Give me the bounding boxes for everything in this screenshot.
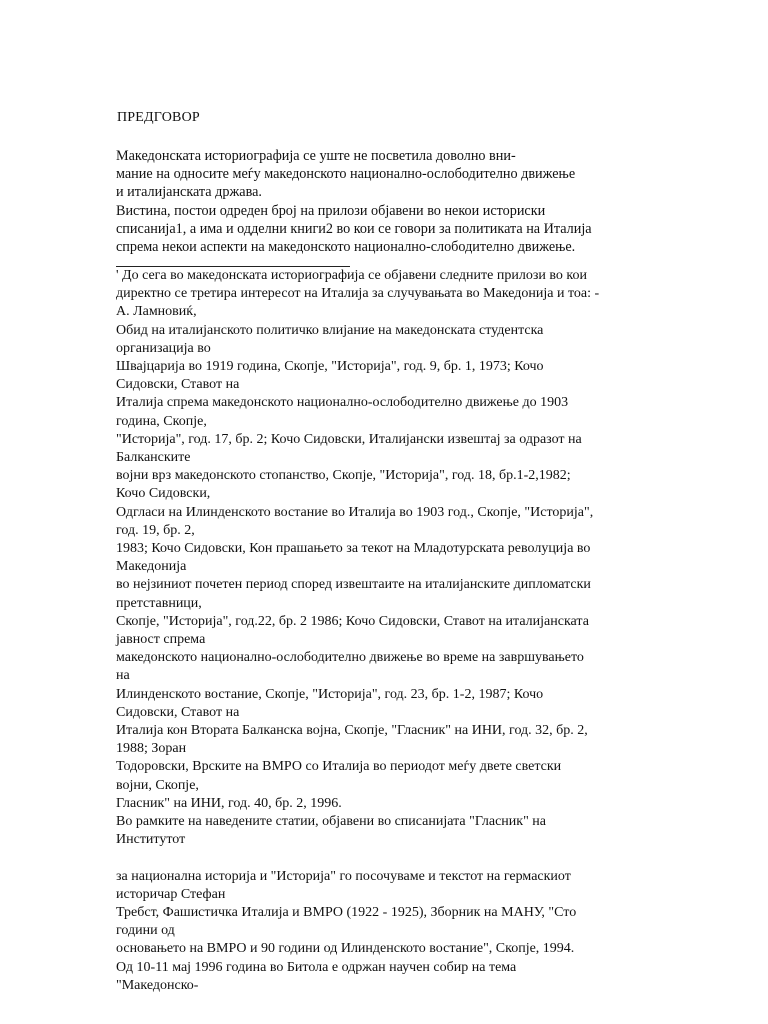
- footnote-line: Тодоровски, Врските на ВМРО со Италија во периодот меѓу двете светски: [116, 759, 562, 775]
- footnote-line: "Историја", год. 17, бр. 2; Кочо Сидовски, Италијански извештај за одразот на: [116, 431, 582, 447]
- body-line: спрема некои аспекти на македонското национално-слободително движење.: [116, 239, 576, 256]
- footnote-blank-line: [116, 850, 656, 868]
- footnote-line: Швајцарија во 1919 година, Скопје, "Историја", год. 9, бр. 1, 1973; Кочо: [116, 359, 544, 375]
- footnote-line: Италија спрема македонското национално-ослободително движење до 1903: [116, 395, 569, 411]
- body-line: Вистина, постои одреден број на прилози објавени во некои историски: [116, 202, 546, 219]
- body-line: списанија1, а има и одделни книги2 во кои се говори за политиката на Италија: [116, 220, 592, 237]
- body-line: и италијанската држава.: [116, 184, 262, 201]
- footnote-line: Од 10-11 мај 1996 година во Битола е одржан научен собир на тема: [116, 959, 517, 975]
- footnote-line: Во рамките на наведените статии, објавени во списанијата "Гласник" на: [116, 814, 546, 830]
- footnote-line: 1988; Зоран: [116, 741, 187, 757]
- footnote-line: Обид на италијанското политичко влијание на македонската студентска: [116, 322, 544, 338]
- footnote-line: на: [116, 668, 130, 684]
- footnote-line: војни врз македонското стопанство, Скопје, "Историја", год. 18, бр.1-2,1982;: [116, 468, 571, 484]
- footnote-line: основањето на ВМРО и 90 години од Илинденското востание", Скопје, 1994.: [116, 941, 575, 957]
- footnote-line: Италија кон Втората Балканска војна, Скопје, "Гласник" на ИНИ, год. 32, бр. 2,: [116, 723, 588, 739]
- footnote-line: Балканските: [116, 450, 191, 466]
- footnote-line: македонското национално-ослободително движење во време на завршувањето: [116, 650, 584, 666]
- footnote-line: "Македонско-: [116, 977, 199, 993]
- footnote-line: војни, Скопје,: [116, 777, 199, 793]
- footnote-line: Гласник" на ИНИ, год. 40, бр. 2, 1996.: [116, 795, 342, 811]
- footnote-line: Сидовски, Ставот на: [116, 377, 240, 393]
- document-title: ПРЕДГОВОР: [117, 110, 200, 125]
- footnote-line: Сидовски, Ставот на: [116, 704, 240, 720]
- footnote-line: Скопје, "Историја", год.22, бр. 2 1986; Кочо Сидовски, Ставот на италијанската: [116, 613, 589, 629]
- footnote-line: јавност спрема: [116, 632, 206, 648]
- footnote-line: во нејзиниот почетен период според извештаите на италијанските дипломатски: [116, 577, 591, 593]
- footnote-line: Институтот: [116, 832, 186, 848]
- body-line: мание на односите меѓу македонското национално-ослободително движење: [116, 166, 576, 183]
- footnote-line: ' До сега во македонската историографија се објавени следните прилози во кои: [116, 268, 587, 283]
- footnote-line: Кочо Сидовски,: [116, 486, 211, 502]
- footnote-line: претставници,: [116, 595, 202, 611]
- footnote-line: Илинденското востание, Скопје, "Историја", год. 23, бр. 1-2, 1987; Кочо: [116, 686, 544, 702]
- footnote-line: Требст, Фашистичка Италија и ВМРО (1922 - 1925), Зборник на МАНУ, "Сто: [116, 904, 577, 920]
- footnote-line: А. Ламновиќ,: [116, 304, 197, 320]
- footnote-line: историчар Стефан: [116, 886, 226, 902]
- footnote-text: [116, 267, 656, 995]
- footnote-line: год. 19, бр. 2,: [116, 522, 195, 538]
- footnote-line: Одгласи на Илинденското востание во Италија во 1903 год., Скопје, "Историја",: [116, 504, 594, 520]
- footnote-line: година, Скопје,: [116, 413, 207, 429]
- footnote-line: години од: [116, 923, 175, 939]
- body-text: [116, 147, 676, 256]
- body-line: Македонската историографија се уште не посветила доволно вни-: [116, 148, 516, 164]
- footnote-line: за национална историја и "Историја" го посочуваме и текстот на гермаскиот: [116, 868, 571, 884]
- footnote-line: организација во: [116, 340, 211, 356]
- footnote-line: Македонија: [116, 559, 187, 575]
- footnote-line: 1983; Кочо Сидовски, Кон прашањето за текот на Младотурската револуција во: [116, 541, 591, 557]
- footnote-line: директно се третира интересот на Италија за случувањата во Македонија и тоа: -: [116, 286, 600, 302]
